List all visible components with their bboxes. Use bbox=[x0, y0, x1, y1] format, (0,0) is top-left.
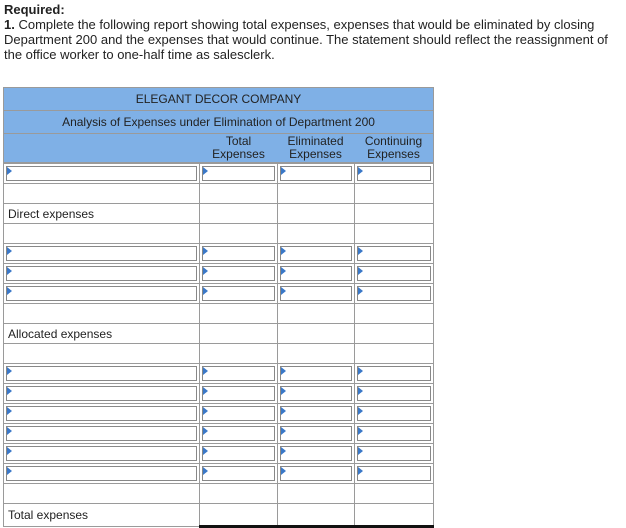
continuing-input[interactable] bbox=[357, 286, 431, 301]
continuing-input[interactable] bbox=[357, 426, 431, 441]
eliminated-input[interactable] bbox=[280, 366, 352, 381]
total-expenses-eliminated bbox=[277, 504, 354, 527]
eliminated-input[interactable] bbox=[280, 426, 352, 441]
eliminated-input[interactable] bbox=[280, 446, 352, 461]
total-input[interactable] bbox=[202, 166, 274, 181]
row-label-input[interactable] bbox=[6, 406, 197, 421]
total-input[interactable] bbox=[202, 426, 274, 441]
continuing-input[interactable] bbox=[357, 386, 431, 401]
section-row bbox=[4, 204, 434, 224]
expense-grid bbox=[3, 163, 434, 528]
expense-analysis-report bbox=[3, 87, 434, 528]
table-row bbox=[4, 384, 434, 404]
item-number: 1. bbox=[4, 17, 15, 32]
column-headers bbox=[4, 134, 433, 162]
table-row bbox=[4, 244, 434, 264]
report-title: Analysis of Expenses under Elimination of Department 200 bbox=[4, 111, 433, 134]
continuing-input[interactable] bbox=[357, 466, 431, 481]
spacer-row bbox=[4, 304, 434, 324]
eliminated-input[interactable] bbox=[280, 466, 352, 481]
table-row bbox=[4, 444, 434, 464]
instructions bbox=[4, 2, 620, 62]
col-header-eliminated: Eliminated Expenses bbox=[287, 134, 344, 161]
spacer-row bbox=[4, 184, 434, 204]
table-row bbox=[4, 164, 434, 184]
eliminated-input[interactable] bbox=[280, 286, 352, 301]
continuing-input[interactable] bbox=[357, 166, 431, 181]
required-label: Required: bbox=[4, 2, 65, 17]
spacer-row bbox=[4, 344, 434, 364]
row-label-input[interactable] bbox=[6, 446, 197, 461]
eliminated-input[interactable] bbox=[280, 406, 352, 421]
total-input[interactable] bbox=[202, 446, 274, 461]
row-label-input[interactable] bbox=[6, 266, 197, 281]
table-row bbox=[4, 464, 434, 484]
total-input[interactable] bbox=[202, 366, 274, 381]
col-header-continuing: Continuing Expenses bbox=[364, 134, 423, 161]
col-header-total: Total Expenses bbox=[212, 134, 265, 161]
total-input[interactable] bbox=[202, 386, 274, 401]
spacer-row bbox=[4, 224, 434, 244]
eliminated-input[interactable] bbox=[280, 246, 352, 261]
total-input[interactable] bbox=[202, 406, 274, 421]
continuing-input[interactable] bbox=[357, 266, 431, 281]
total-row bbox=[4, 504, 434, 527]
item-text: Complete the following report showing total expenses, expenses that would be eliminated by closing Department 200 and the expenses that would continue. The statement should reflect the reassignment of the office worker to one-half time as salesclerk. bbox=[4, 17, 608, 62]
section-row bbox=[4, 324, 434, 344]
direct-expenses-label: Direct expenses bbox=[4, 204, 200, 224]
eliminated-input[interactable] bbox=[280, 386, 352, 401]
company-name: ELEGANT DECOR COMPANY bbox=[4, 88, 433, 111]
total-input[interactable] bbox=[202, 286, 274, 301]
row-label-input[interactable] bbox=[6, 166, 197, 181]
continuing-input[interactable] bbox=[357, 366, 431, 381]
total-input[interactable] bbox=[202, 466, 274, 481]
table-row bbox=[4, 264, 434, 284]
table-row bbox=[4, 364, 434, 384]
total-input[interactable] bbox=[202, 246, 274, 261]
row-label-input[interactable] bbox=[6, 246, 197, 261]
spacer-row bbox=[4, 484, 434, 504]
row-label-input[interactable] bbox=[6, 386, 197, 401]
row-label-input[interactable] bbox=[6, 426, 197, 441]
report-header bbox=[3, 87, 434, 163]
continuing-input[interactable] bbox=[357, 246, 431, 261]
table-row bbox=[4, 404, 434, 424]
row-label-input[interactable] bbox=[6, 466, 197, 481]
total-expenses-total bbox=[200, 504, 277, 527]
row-label-input[interactable] bbox=[6, 286, 197, 301]
row-label-input[interactable] bbox=[6, 366, 197, 381]
eliminated-input[interactable] bbox=[280, 166, 352, 181]
total-expenses-continuing bbox=[354, 504, 433, 527]
total-expenses-label: Total expenses bbox=[4, 504, 200, 527]
continuing-input[interactable] bbox=[357, 406, 431, 421]
table-row bbox=[4, 284, 434, 304]
table-row bbox=[4, 424, 434, 444]
allocated-expenses-label: Allocated expenses bbox=[4, 324, 200, 344]
continuing-input[interactable] bbox=[357, 446, 431, 461]
eliminated-input[interactable] bbox=[280, 266, 352, 281]
total-input[interactable] bbox=[202, 266, 274, 281]
